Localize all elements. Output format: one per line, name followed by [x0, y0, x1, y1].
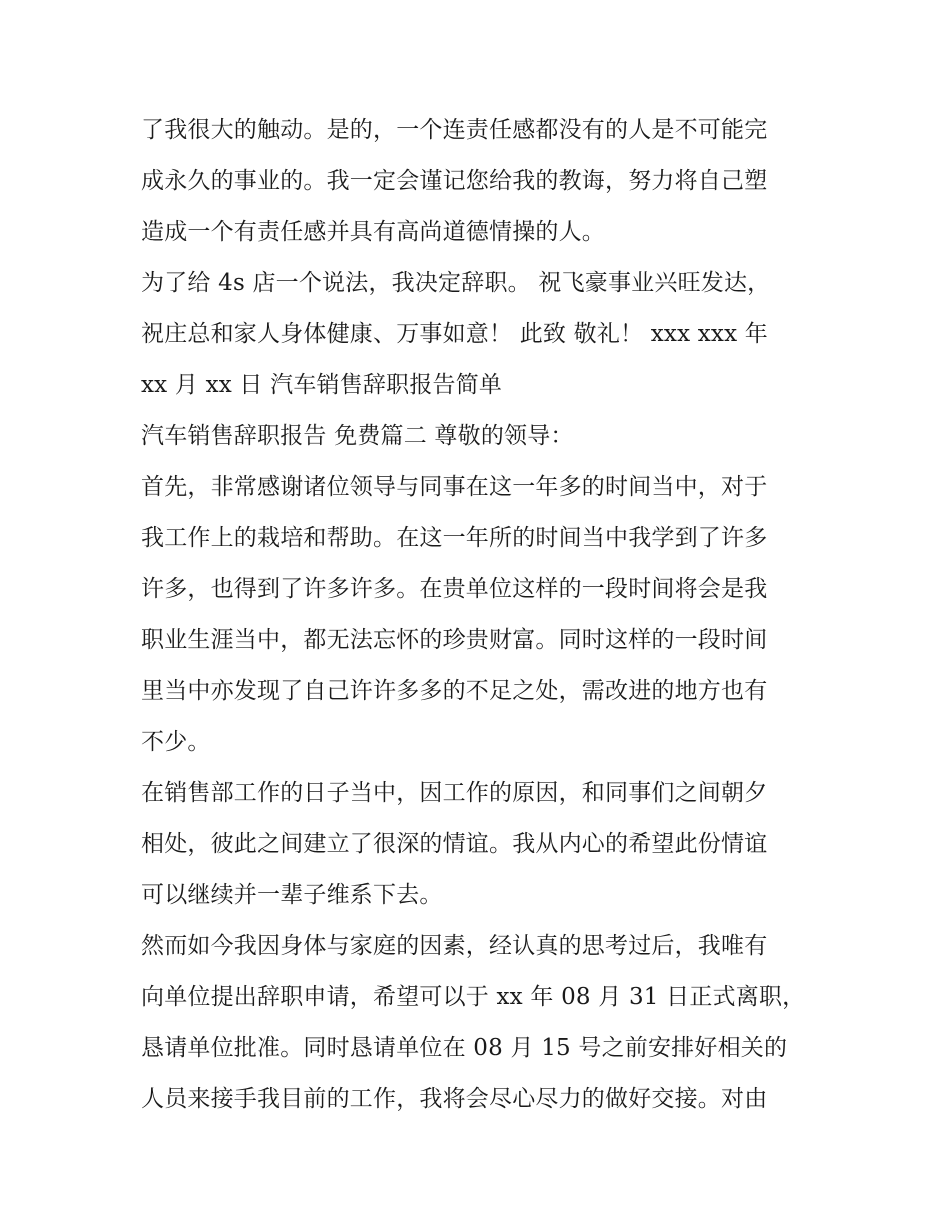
text-line: 可以继续并一辈子维系下去。: [141, 882, 443, 908]
text-line: 首先，非常感谢诸位领导与同事在这一年多的时间当中，对于: [141, 474, 768, 500]
text-line: 恳请单位批准。同时恳请单位在 08 月 15 号之前安排好相关的: [141, 1035, 788, 1061]
text-line: 了我很大的触动。是的，一个连责任感都没有的人是不可能完: [141, 117, 768, 143]
text-line: 里当中亦发现了自己许许多多的不足之处，需改进的地方也有: [141, 678, 768, 704]
text-line: 人员来接手我目前的工作，我将会尽心尽力的做好交接。对由: [141, 1086, 768, 1112]
text-line: 为了给 4s 店一个说法，我决定辞职。 祝飞豪事业兴旺发达，: [141, 270, 771, 296]
text-line: 祝庄总和家人身体健康、万事如意！ 此致 敬礼！ xxx xxx 年: [141, 321, 768, 347]
text-line: 在销售部工作的日子当中，因工作的原因，和同事们之间朝夕: [141, 780, 768, 806]
text-line: 职业生涯当中，都无法忘怀的珍贵财富。同时这样的一段时间: [141, 627, 768, 653]
text-line: 许多，也得到了许多许多。在贵单位这样的一段时间将会是我: [141, 576, 768, 602]
text-line: 我工作上的栽培和帮助。在这一年所的时间当中我学到了许多: [141, 525, 768, 551]
text-line: 向单位提出辞职申请，希望可以于 xx 年 08 月 31 日正式离职，: [141, 984, 806, 1010]
text-line: 汽车销售辞职报告 免费篇二 尊敬的领导：: [141, 423, 574, 449]
text-line: 造成一个有责任感并具有高尚道德情操的人。: [141, 219, 605, 245]
text-line: 相处，彼此之间建立了很深的情谊。我从内心的希望此份情谊: [141, 831, 768, 857]
text-line: xx 月 xx 日 汽车销售辞职报告简单: [141, 372, 503, 398]
text-line: 成永久的事业的。我一定会谨记您给我的教诲，努力将自己塑: [141, 168, 768, 194]
text-line: 然而如今我因身体与家庭的因素，经认真的思考过后，我唯有: [141, 933, 768, 959]
text-line: 不少。: [141, 729, 211, 755]
